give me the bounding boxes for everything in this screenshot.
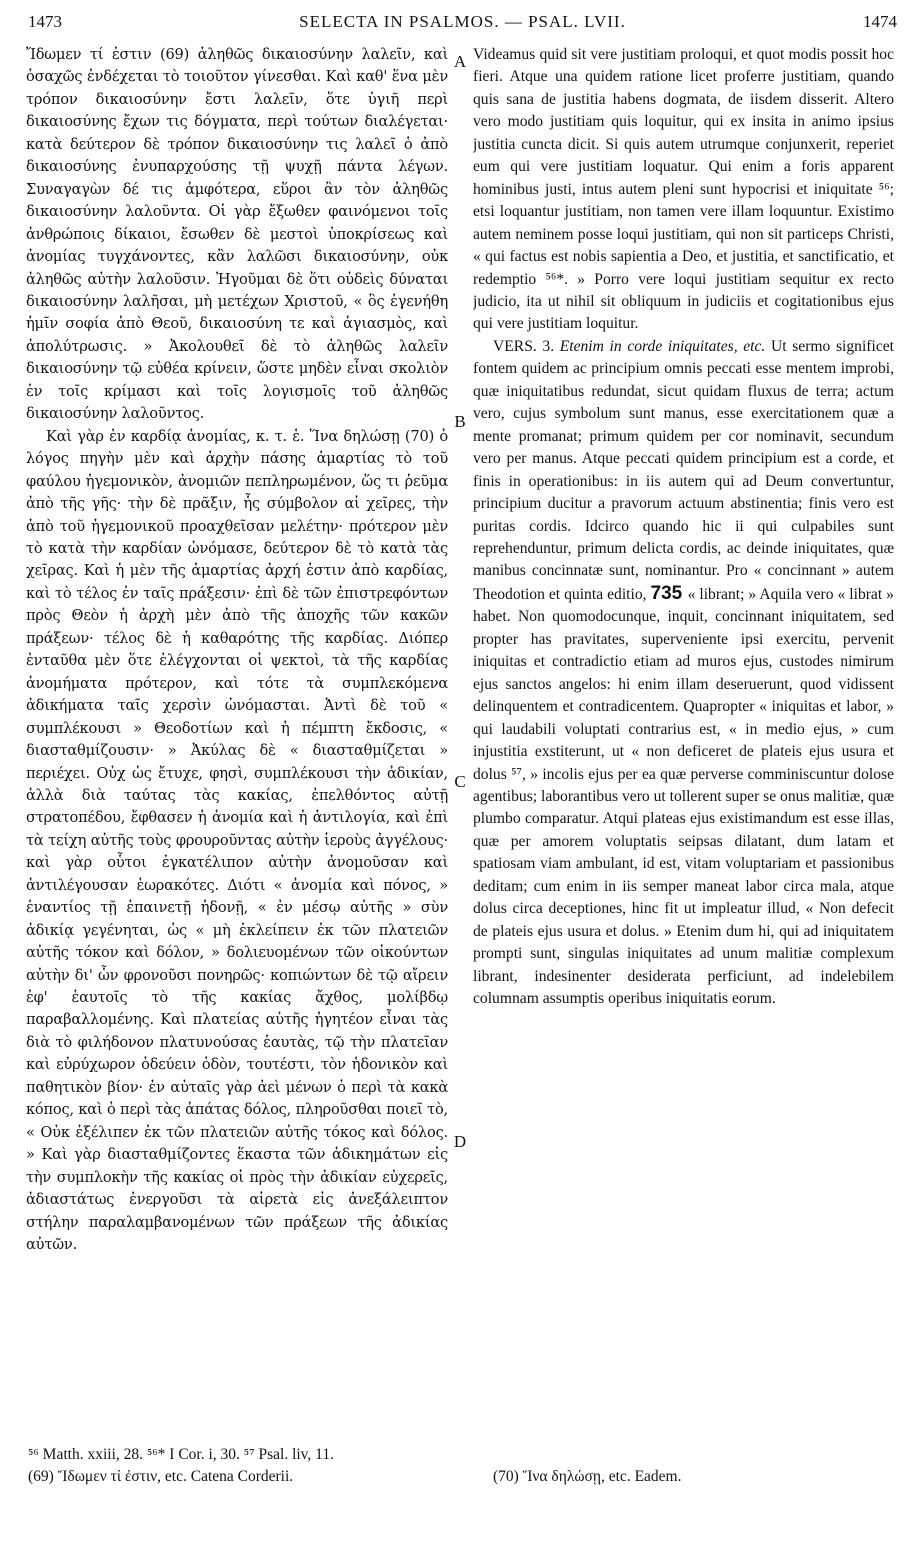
scripture-references: ⁵⁶ Matth. xxiii, 28. ⁵⁶* I Cor. i, 30. ⁵⁷ Psal. liv, 11. (28, 1446, 334, 1463)
footnote-69: (69) Ἴδωμεν τί ἐστιν, etc. Catena Corderii. (28, 1468, 294, 1485)
editor-notes (28, 1466, 897, 1488)
latin-paragraph (473, 336, 894, 1011)
verse-label: VERS. 3. (493, 337, 560, 355)
section-marker-c: C (454, 772, 466, 791)
section-marker-d: D (453, 1132, 467, 1151)
running-header (28, 8, 897, 34)
running-title: SELECTA IN PSALMOS. — PSAL. LVII. (299, 12, 626, 31)
latin-text: « librant; » Aquila vero « librat » habet. Non quomodocunque, inquit, concinnant iniquitatem, sed propter has pravitates, superveniente ipsi exercitu, pervenit iniquitas et contradictio etiam ad muros ejus, custodes nimirum ejus sanctos angelos: hi enim illam deseruerunt, quod vidissent delinquentem et contradicentem. Quapropter « iniquitas et labor, » qui laudabili voluptati contrarius est, « in medio ejus, » cum injustitia exstiterunt, ut « non deficeret de plateis ejus usura et dolus ⁵⁷, » incolis ejus per ea quæ perverse comminiscuntur dolose agentibus; laborantibus vero ut tollerent super se onus malitiæ, quæ plumbo comparatur. Atqui plateas ejus existimandum est esse illas, quæ per amorem voluptatis seipsas dilatant, dum latam et spatiosam viam ambulant, id est, vitam voluptariam et passionibus deditam; cum enim in iis semper maneat labor circa mala, atque dolus circa deceptiones, hinc fit ut impleatur illud, « Non defecit de plateis ejus usura et dolus. » Etenim dum hi, qui ad iniquitatem prompti sunt, singulas iniquitates ad unum malitiæ complexum librant, indesinenter desiderata perficiunt, ad indelebilem columnam assumptis operibus iniquitatis eorum. (473, 585, 894, 1008)
column-number: 735 (650, 582, 688, 604)
section-marker-b: B (454, 412, 466, 431)
page-number-right: 1474 (863, 12, 897, 31)
greek-paragraph: Ἴδωμεν τί ἐστιν (69) ἀληθῶς δικαιοσύνην λαλεῖν, καὶ ὁσαχῶς ἐνδέχεται τὸ τοιοῦτον γίνεσθαι. Καὶ καθ' ἕνα μὲν τρόπον δικαιοσύνην ἔστι λαλεῖν, ὅτε ὑγιῆ περὶ δικαιοσύνης ἔχων τις δόγματα, περὶ τούτων διαλέγεται· κατὰ δεύτερον δὲ τρόπον δικαιοσύνην τις λαλεῖ ὁ ἀπὸ δικαιοσύνης ἐνυπαρχούσης τῇ ψυχῇ πάντα λέγων. Συναγαγὼν δέ τις ἀμφότερα, εὕροι ἂν τὸν ἀληθῶς δικαιοσύνην λαλοῦντα. Οἱ γὰρ ἔξωθεν φαινόμενοι τοῖς ἀνθρώποις δίκαιοι, ἔσωθεν δὲ μεστοὶ ὑποκρίσεως καὶ ἀνομίας τυγχάνοντες, κἂν λαλῶσι δικαιοσύνην, οὐκ ἀληθῶς αὐτὴν λαλοῦσιν. Ἡγοῦμαι δὲ ὅτι οὐδεὶς δύναται δικαιοσύνην λαλῆσαι, μὴ μετέχων Χριστοῦ, « ὃς ἐγενήθη ἡμῖν σοφία ἀπὸ Θεοῦ, δικαιοσύνη τε καὶ ἁγιασμὸς, καὶ ἀπολύτρωσις. » Ἀκολουθεῖ δὲ τὸ ἀληθῶς λαλεῖν δικαιοσύνην τῷ εὐθέα κρίνειν, ὥστε μηδὲν εἶναι σκολιὸν ἐν τοῖς κρίμασι καὶ τοῖς λογισμοῖς τοῦ ἀληθῶς δικαιοσύνην λαλοῦντος. (26, 46, 448, 423)
latin-paragraph: Videamus quid sit vere justitiam proloqui, et quot modis possit hoc fieri. Atque una quidem ratione licet proferre justitiam, quando quis sana de justitia habens dogmata, de iisdem disserit. Altero vero modo justitiam quis loquitur, qui ex insita in animo ipsius justitia cuncta dicit. Si quis autem utrumque conjunxerit, reperiet eum qui vere justitiam loquatur. Qui enim a foris apparent hominibus justi, intus autem pleni sunt hypocrisi et iniquitate ⁵⁶; etsi loquantur justitiam, non tamen vere illam loquuntur. Existimo autem neminem posse loqui justitiam, qui non sit particeps Christi, « qui factus est nobis sapientia a Deo, et justitia, et sanctificatio, et redemptio ⁵⁶*. » Porro vere loqui justitiam sequitur ex recto judicio, ita ut nihil sit obliquum in judiciis et cogitationibus ejus qui vere justitiam loquitur. (473, 46, 894, 333)
greek-paragraph: Καὶ γὰρ ἐν καρδίᾳ ἀνομίας, κ. τ. ἑ. Ἵνα δηλώσῃ (70) ὁ λόγος πηγὴν μὲν καὶ ἀρχὴν πάσης ἁμαρτίας τὸ τοῦ φαύλου ἡγεμονικὸν, ἀνομιῶν πεπληρωμένον, ὥς τι ῥεῦμα ἀπὸ τῆς γῆς· τὴν δὲ πρᾶξιν, ἧς σύμβολον αἱ χεῖρες, τὴν ἀπὸ τοῦ ἡγεμονικοῦ προαχθεῖσαν μελέτην· πρότερον μὲν τὸ κατὰ τὴν καρδίαν ὠνόμασε, δεύτερον δὲ τὸ κατὰ τὰς χεῖρας. Καὶ ἡ μὲν τῆς ἁμαρτίας ἀρχή ἐστιν ἀπὸ καρδίας, καὶ τὸ τέλος ἐν ταῖς πράξεσιν· ἐπὶ δὲ τῶν ἐπιστρεφόντων πρὸς Θεὸν ἡ ἀρχὴ μὲν ἀπὸ τῆς ἀποχῆς τῶν κακῶν πράξεων· τέλος δὲ ἡ καθαρότης τῆς καρδίας. Διόπερ ἐνταῦθα μὲν ὅτε ἐλέγχονται οἱ ψεκτοὶ, τὰ τῆς καρδίας ἀνομήματα πρότερον, καὶ τότε τὰ συμπλεκόμενα ἀδικήματα ταῖς χερσὶν ὠνόμασται. Ἀντὶ δὲ τοῦ « συμπλέκουσι » Θεοδοτίων καὶ ἡ πέμπτη ἔκδοσις, « διασταθμίζουσιν· » Ἀκύλας δὲ « διασταθμίζεται » περιέχει. Οὐχ ὡς ἔτυχε, φησὶ, συμπλέκουσι τὴν ἀδικίαν, ἀλλὰ διὰ ταύτας τὰς κακίας, ἐπελθόντος αὐτῇ στρατοπέδου, ἔφθασεν ἡ ἀνομία καὶ ἡ ἀντιλογία, καὶ ἐπὶ τὰ τείχη αὐτῆς τοὺς φρουροῦντας αὐτὴν ἱεροὺς ἀγγέλους· καὶ γὰρ οὗτοι ἐγκατέλιπον αὐτὴν ἀνομοῦσαν καὶ ἀντιλέγουσαν ἑωρακότες. Διότι « ἀνομία καὶ πόνος, » ἐναντίος τῇ ἐπαινετῇ ἡδονῇ, « ἐν μέσῳ αὐτῆς » σὺν ἀδικίᾳ γεγένηται, ὡς « μὴ ἐκλείπειν ἐκ τῶν πλατειῶν αὐτῆς τόκον καὶ δόλον, » δολιευομένων τῶν οἰκούντων αὐτὴν δι' ὧν φρονοῦσι πονηρῶς· κοπιώντων δὲ τῷ αἴρειν ἐφ' ἑαυτοῖς τὸ τῆς κακίας ἄχθος, μολίβδῳ παραβαλλομένης. Καὶ πλατείας αὐτῆς ἡγητέον εἶναι τὰς διὰ τὸ φιλήδονον πλατυνούσας ἑαυτὰς, τῷ τὴν πλατεῖαν καὶ εὐρύχωρον ὁδεύειν ὁδὸν, τουτέστι, τὸν ἡδονικὸν καὶ παθητικὸν βίον· ἐν αὐταῖς γὰρ ἀεὶ μένων ὁ περὶ τὰ κακὰ κόπος, καὶ ὁ περὶ τὰς ἀπάτας δόλος, πληροῦσθαι ποιεῖ τὸ, « Οὐκ ἐξέλιπεν ἐκ τῶν πλατειῶν αὐτῆς τόκος καὶ δόλος. » Καὶ γὰρ διασταθμίζοντες ἕκαστα τῶν ἀδικημάτων εἰς τὴν συμπλοκὴν τῆς κακίας οἱ πρὸς τὴν ἀδικίαν εὐχερεῖς, ἀδιαστάτως ἐνεργοῦσι τὰ αἱρετὰ εἰς ἀνεξάλειπτον στήλην παραλαμβανομένων τῶν πράξεων τῆς ἀδικίας αὐτῶν. (26, 427, 448, 1254)
footnotes (28, 1444, 897, 1488)
latin-text: Ut sermo significet fontem quidem ac principium omnis peccati esse mentem improbi, quæ iniquitatibus redundat, sicut quidam fluxus de terra; actum vero, cujus symbolum sunt manus, esse exercitationem quæ a mente promanat; primum quidem per cor nominavit, secundum vero per manus. Atque peccati quidem principium est a corde, et finis in operationibus: in iis autem qui ad Deum convertuntur, principium ducitur a pravorum actuum abstinentia; finis vero est puritas cordis. Idcirco quando hic ii qui culpabiles sunt reprehenduntur, primum delicta cordis, ac deinde iniquitates, quæ manibus concinnatæ sunt, nominantur. Pro « concinnant » autem Theodotion et quinta editio, (473, 337, 894, 603)
latin-column (473, 44, 894, 1444)
footnote-70: (70) Ἵνα δηλώσῃ, etc. Eadem. (493, 1468, 682, 1485)
page-number-left: 1473 (28, 12, 62, 31)
section-marker-a: A (453, 52, 467, 71)
verse-lemma: Etenim in corde iniquitates, etc. (559, 337, 771, 355)
greek-column (26, 44, 448, 1256)
